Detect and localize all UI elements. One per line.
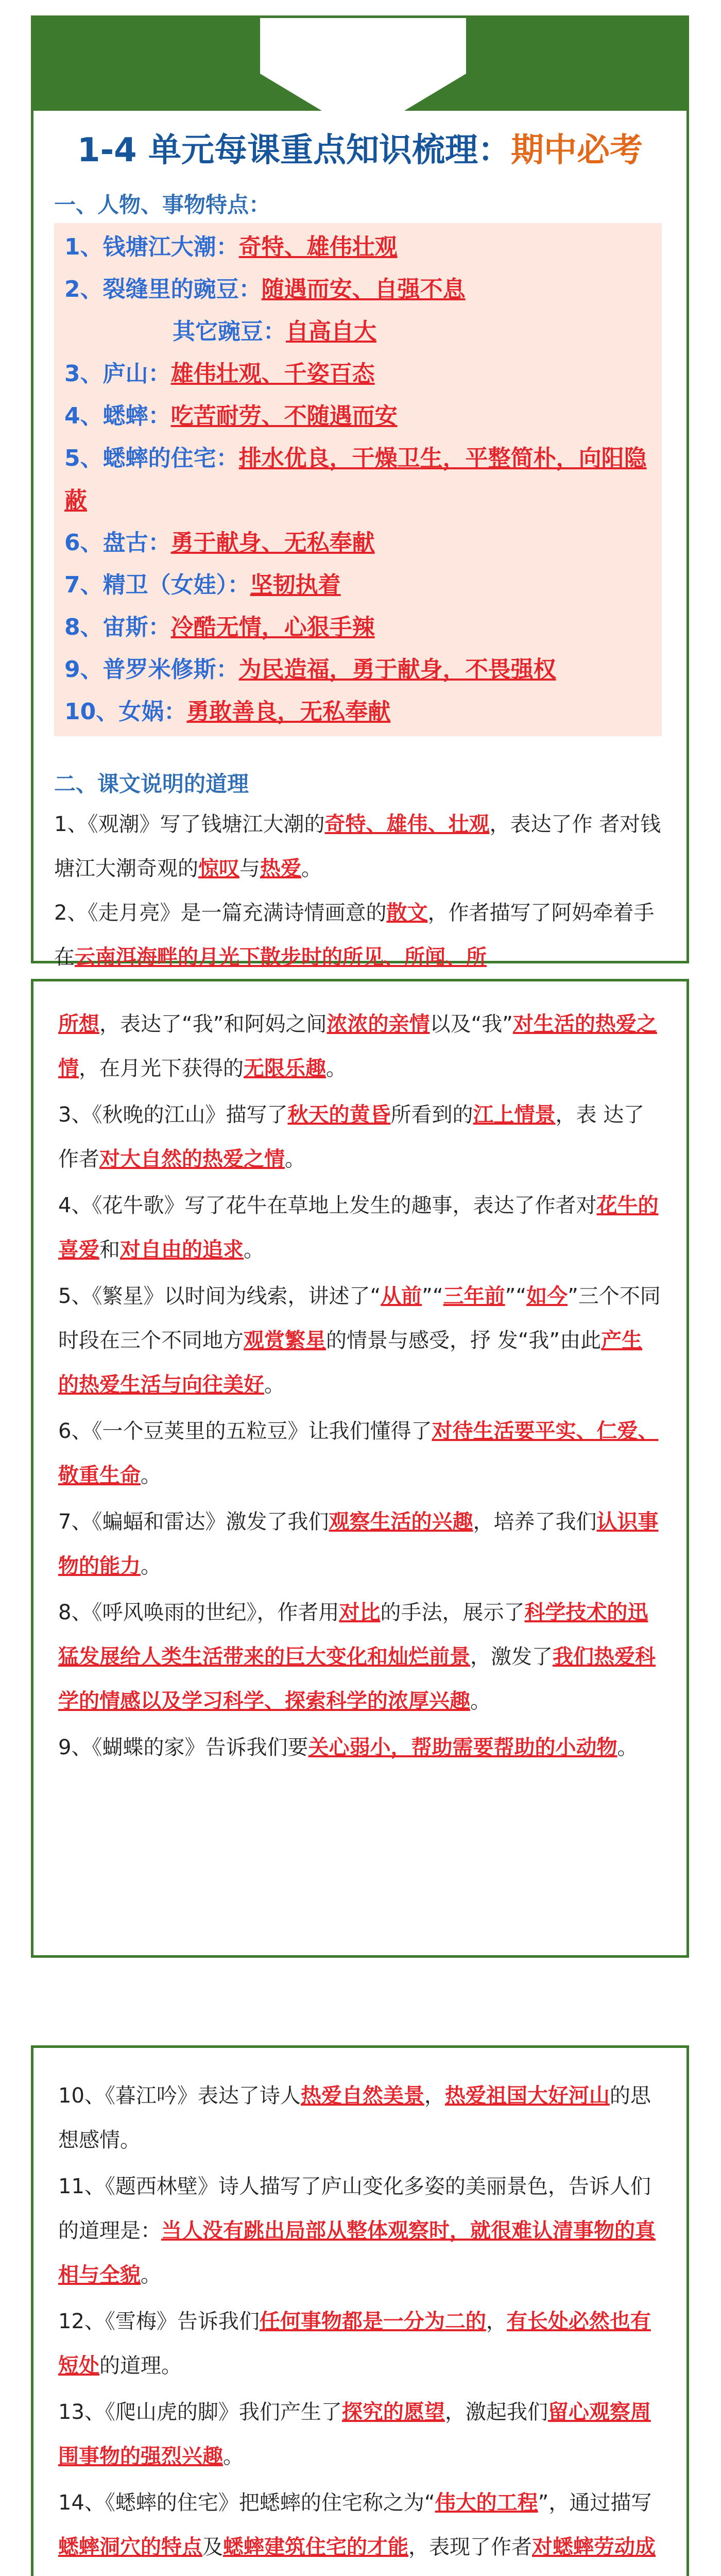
trait-label: 蟋蟀： <box>102 403 171 429</box>
trait-row <box>64 606 651 649</box>
section1-heading: 一、人物、事物特点： <box>54 192 271 217</box>
trait-number: 3、 <box>64 361 103 387</box>
paragraph-1: 1、《观潮》写了钱塘江大潮的奇特、雄伟、壮观，表达了作 者对钱塘江大潮奇观的惊叹与热爱。 <box>54 812 661 880</box>
trait-row <box>64 268 651 311</box>
paragraph-7: 7、《蝙蝠和雷达》激发了我们观察生活的兴趣，培养了我们认识事物的能力。 <box>58 1510 659 1578</box>
trait-value: 勇于献身、无私奉献 <box>170 530 375 556</box>
section2-heading: 二、课文说明的道理 <box>54 771 249 796</box>
trait-value: 雄伟壮观、千姿百态 <box>170 361 375 387</box>
trait-value: 自高自大 <box>286 318 376 345</box>
paragraph-10: 10、《暮江吟》表达了诗人热爱自然美景，热爱祖国大好河山的思想感情。 <box>58 2084 651 2152</box>
trait-row <box>64 311 651 353</box>
trait-number: 4、 <box>64 403 103 429</box>
paragraph-5: 5、《繁星》以时间为线索，讲述了“从前”“三年前”“如今”三个不同时段在三个不同地方观赏繁星的情景与感受，抒 发“我”由此产生的热爱生活与向往美好。 <box>58 1284 661 1397</box>
paragraph-2: 2、《走月亮》是一篇充满诗情画意的散文，作者描写了阿妈牵着手在云南洱海畔的月光下散步时的所见、所闻、所 <box>54 901 655 969</box>
trait-label: 女娲： <box>118 699 187 725</box>
page-3 <box>31 2045 689 2576</box>
trait-label: 精卫（女娃）： <box>102 572 250 598</box>
trait-number: 7、 <box>64 572 103 598</box>
trait-row <box>64 691 651 733</box>
trait-value: 勇敢善良，无私奉献 <box>186 699 391 725</box>
trait-row <box>64 564 651 606</box>
trait-label: 庐山： <box>102 361 171 387</box>
paragraph-8: 8、《呼风唤雨的世纪》，作者用对比的手法，展示了科学技术的迅猛发展给人类生活带来的巨大变化和灿烂前景，激发了我们热爱科学的情感以及学习科学、探索科学的浓厚兴趣。 <box>58 1601 656 1713</box>
trait-value: 为民造福，勇于献身，不畏强权 <box>238 656 556 683</box>
trait-value: 排水优良，干燥卫生，平整简朴，向阳隐蔽 <box>64 445 647 514</box>
trait-label: 盘古： <box>102 530 171 556</box>
paragraph-11: 11、《题西林壁》诗人描写了庐山变化多姿的美丽景色，告诉人们的道理是：当人没有跳出局部从整体观察时，就很难认清事物的真相与全貌。 <box>58 2175 656 2287</box>
trait-number: 10、 <box>64 699 119 725</box>
trait-value: 随遇而安、自强不息 <box>261 276 466 302</box>
page-1 <box>31 15 689 969</box>
trait-row <box>64 649 651 691</box>
page-2 <box>31 979 689 1958</box>
banner-logo: K <box>338 26 383 92</box>
title-main: 1-4 单元每课重点知识梳理： <box>77 131 511 170</box>
trait-number: 6、 <box>64 530 103 556</box>
trait-row <box>64 353 651 395</box>
paragraph-13: 13、《爬山虎的脚》我们产生了探究的愿望，激起我们留心观察周围事物的强烈兴趣。 <box>58 2400 651 2468</box>
title-highlight: 期中必考 <box>510 131 643 170</box>
trait-label: 蟋蟀的住宅： <box>102 445 239 471</box>
paragraph-2-continued: 所想，表达了“我”和阿妈之间浓浓的亲情以及“我”对生活的热爱之情，在月光下获得的无限乐趣。 <box>58 1012 657 1080</box>
trait-label: 其它豌豆： <box>173 318 286 345</box>
trait-label: 普罗米修斯： <box>102 656 239 683</box>
paragraph-6: 6、《一个豆荚里的五粒豆》让我们懂得了对待生活要平实、仁爱、敬重生命。 <box>58 1419 659 1487</box>
trait-row <box>64 437 651 522</box>
trait-value: 坚韧执着 <box>250 572 341 598</box>
trait-number: 9、 <box>64 656 103 683</box>
traits-list <box>54 223 662 736</box>
trait-value: 奇特、雄伟壮观 <box>238 234 398 260</box>
paragraph-9: 9、《蝴蝶的家》告诉我们要关心弱小，帮助需要帮助的小动物。 <box>58 1736 638 1759</box>
paragraph-12: 12、《雪梅》告诉我们任何事物都是一分为二的，有长处必然也有短处的道理。 <box>58 2310 651 2378</box>
trait-row <box>64 522 651 564</box>
trait-number: 8、 <box>64 614 103 640</box>
trait-number: 5、 <box>64 445 103 471</box>
trait-label: 钱塘江大潮： <box>102 234 239 260</box>
trait-label: 宙斯： <box>102 614 171 640</box>
paragraph-14: 14、《蟋蟀的住宅》把蟋蟀的住宅称之为“伟大的工程”，通过描写蟋蟀洞穴的特点及蟋蟀建筑住宅的才能，表现了作者对蟋蟀劳动成 <box>58 2491 656 2559</box>
trait-value: 冷酷无情，心狠手辣 <box>170 614 375 640</box>
paragraph-4: 4、《花牛歌》写了花牛在草地上发生的趣事，表达了作者对花牛的喜爱和对自由的追求。 <box>58 1194 659 1262</box>
trait-number: 1、 <box>64 234 103 260</box>
header-banner <box>33 18 686 111</box>
trait-label: 裂缝里的豌豆： <box>102 276 262 302</box>
trait-row <box>64 395 651 437</box>
trait-row <box>64 226 651 268</box>
trait-value: 吃苦耐劳、不随遇而安 <box>170 403 398 429</box>
trait-number: 2、 <box>64 276 103 302</box>
page-title <box>33 124 686 171</box>
paragraph-3: 3、《秋晚的江山》描写了秋天的黄昏所看到的江上情景，表 达了作者对大自然的热爱之情。 <box>58 1103 645 1171</box>
